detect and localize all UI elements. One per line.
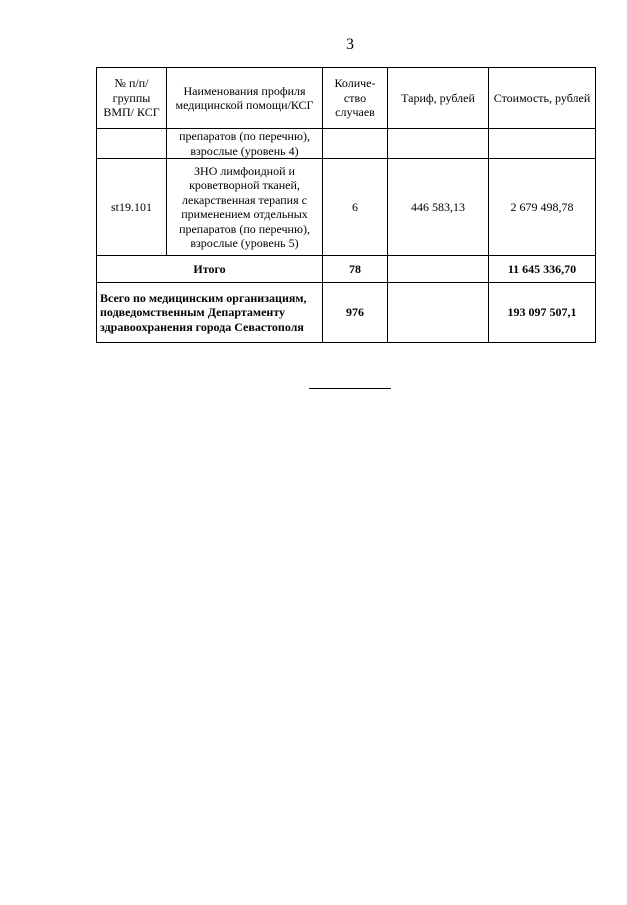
cell-cost: 2 679 498,78: [489, 159, 596, 256]
header-tariff: Тариф, рублей: [388, 68, 489, 129]
cell-tariff: 446 583,13: [388, 159, 489, 256]
grand-total-tariff: [388, 283, 489, 343]
header-cost: Стоимость, рублей: [489, 68, 596, 129]
end-separator-line: [309, 388, 391, 389]
grand-total-count: 976: [323, 283, 388, 343]
cell-cost: [489, 129, 596, 159]
cell-code: st19.101: [97, 159, 167, 256]
table-row: [97, 159, 596, 256]
subtotal-label: Итого: [97, 256, 323, 283]
header-profile-name: Наименования профиля медицинской помощи/КСГ: [167, 68, 323, 129]
subtotal-count: 78: [323, 256, 388, 283]
table-header-row: [97, 68, 596, 129]
page-number: 3: [346, 36, 354, 53]
grand-total-cost: 193 097 507,1: [489, 283, 596, 343]
cell-case-count: [323, 129, 388, 159]
cell-profile-name: ЗНО лимфоидной и кроветворной тканей, лекарственная терапия с применением отдельных препаратов (по перечню), взрослые (уровень 5): [167, 159, 323, 256]
subtotal-cost: 11 645 336,70: [489, 256, 596, 283]
subtotal-tariff: [388, 256, 489, 283]
subtotal-row: [97, 256, 596, 283]
header-code: № п/п/ группы ВМП/ КСГ: [97, 68, 167, 129]
cell-profile-name: препаратов (по перечню), взрослые (уровень 4): [167, 129, 323, 159]
cell-code: [97, 129, 167, 159]
grand-total-label: Всего по медицинским организациям, подведомственным Департаменту здравоохранения города Севастополя: [97, 283, 323, 343]
cost-table: [96, 67, 596, 343]
header-case-count: Количе-ство случаев: [323, 68, 388, 129]
cell-tariff: [388, 129, 489, 159]
table-row: [97, 129, 596, 159]
cell-case-count: 6: [323, 159, 388, 256]
grand-total-row: [97, 283, 596, 343]
